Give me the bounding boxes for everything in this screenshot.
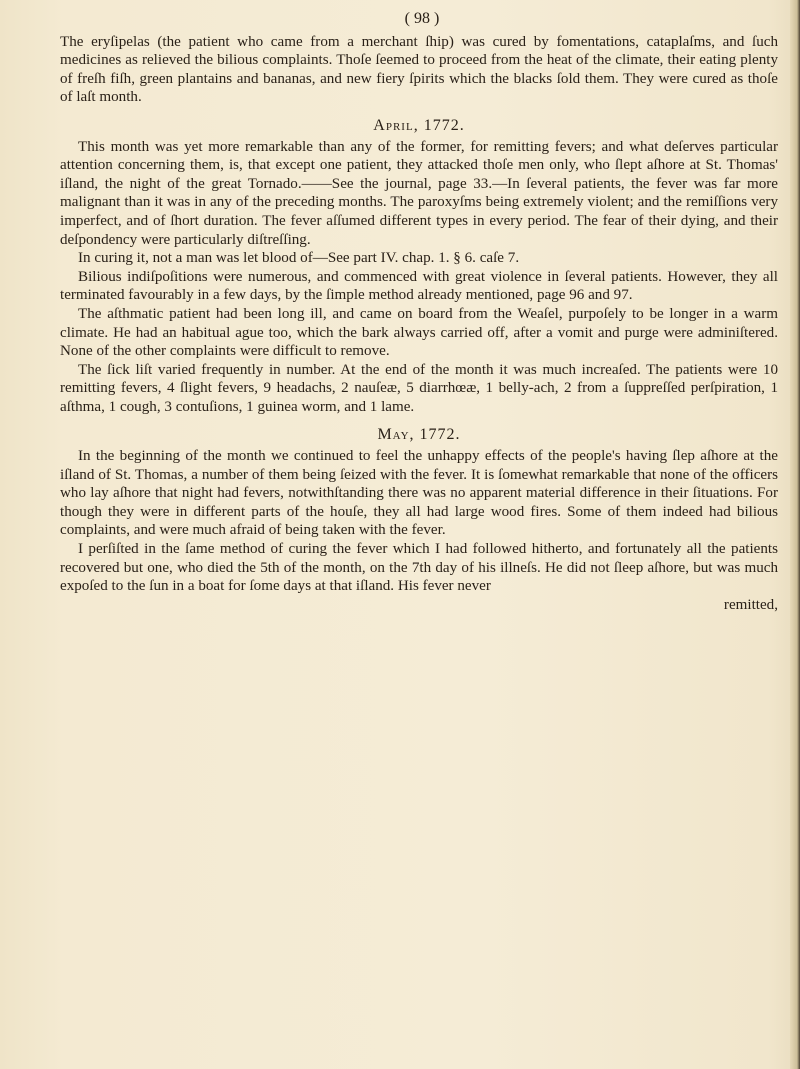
page-text bbox=[60, 6, 778, 614]
catchword: remitted, bbox=[723, 596, 778, 613]
paragraph-april-fevers: This month was yet more remarkable than any of the former, for remitting fevers; and what deſerves particular attention concerning them, is, that except one patient, they attacked thoſe men only, who ſlept aſhore at St. Thomas' iſland, the night of the great Tornado.——See the journal, page 33.—In ſeveral patients, the fever was far more malignant than it was in any of the preceding months. The paroxyſms being extremely violent; and the remiſſions very imperfect, and of ſhort duration. The fever aſſumed different types in every period. The fear of their dying, and their deſpondency were particularly diſtreſſing. bbox=[60, 138, 778, 248]
page-edge bbox=[790, 0, 800, 1069]
paragraph-may-beginning: In the beginning of the month we continued to feel the unhappy effects of the people's having ſlep aſhore at the iſland of St. Thomas, a number of them being ſeized with the fever. It is ſomewhat remarkable that none of the officers who lay aſhore that night had fevers, notwithſtanding there was no apparent material difference in their ſituations. For though they were in different parts of the houſe, they all had large wood fires. Some of them indeed had bilious complaints, and were much afraid of being taken with the fever. bbox=[60, 448, 778, 539]
page-number: ( 98 ) bbox=[404, 10, 440, 27]
paragraph-april-curing: In curing it, not a man was let blood of—See part IV. chap. 1. § 6. caſe 7. bbox=[78, 250, 520, 267]
paragraph-april-asthmatic: The aſthmatic patient had been long ill, and came on board from the Weaſel, purpoſely to be longer in a warm climate. He had an habitual ague too, which the bark always carried off, after a vomit and purge were adminiſtered. None of the other complaints were difficult to remove. bbox=[60, 305, 778, 360]
paragraph-april-sick-list: The ſick liſt varied frequently in number. At the end of the month it was much increaſed. The patients were 10 remitting fevers, 4 ſlight fevers, 9 headachs, 2 nauſeæ, 5 diarrhœæ, 1 belly-ach, 2 from a ſuppreſſed perſpiration, 1 aſthma, 1 cough, 3 contuſions, 1 guinea worm, and 1 lame. bbox=[60, 361, 778, 415]
section-heading-april: April, 1772. bbox=[373, 116, 465, 134]
section-heading-may: May, 1772. bbox=[377, 426, 461, 444]
paragraph-erysipelas: The eryſipelas (the patient who came from a merchant ſhip) was cured by fomentations, cataplaſms, and ſuch medicines as relieved the bilious complaints. Thoſe ſeemed to proceed from the heat of the climate, their eating plenty of freſh fiſh, green plantains and bananas, and new fiery ſpirits which the blacks ſold them. They were cured as thoſe of laſt month. bbox=[60, 33, 778, 106]
paragraph-may-method: I perſiſted in the ſame method of curing the fever which I had followed hitherto, and fortunately all the patients recovered but one, who died the 5th of the month, on the 7th day of his illneſs. He did not ſleep aſhore, but was much expoſed to the ſun in a boat for ſome days at that iſland. His fever never bbox=[60, 541, 778, 595]
paragraph-april-bilious: Bilious indiſpoſitions were numerous, and commenced with great violence in ſeveral patients. However, they all terminated favourably in a few days, by the ſimple method already mentioned, page 96 and 97. bbox=[60, 268, 778, 304]
